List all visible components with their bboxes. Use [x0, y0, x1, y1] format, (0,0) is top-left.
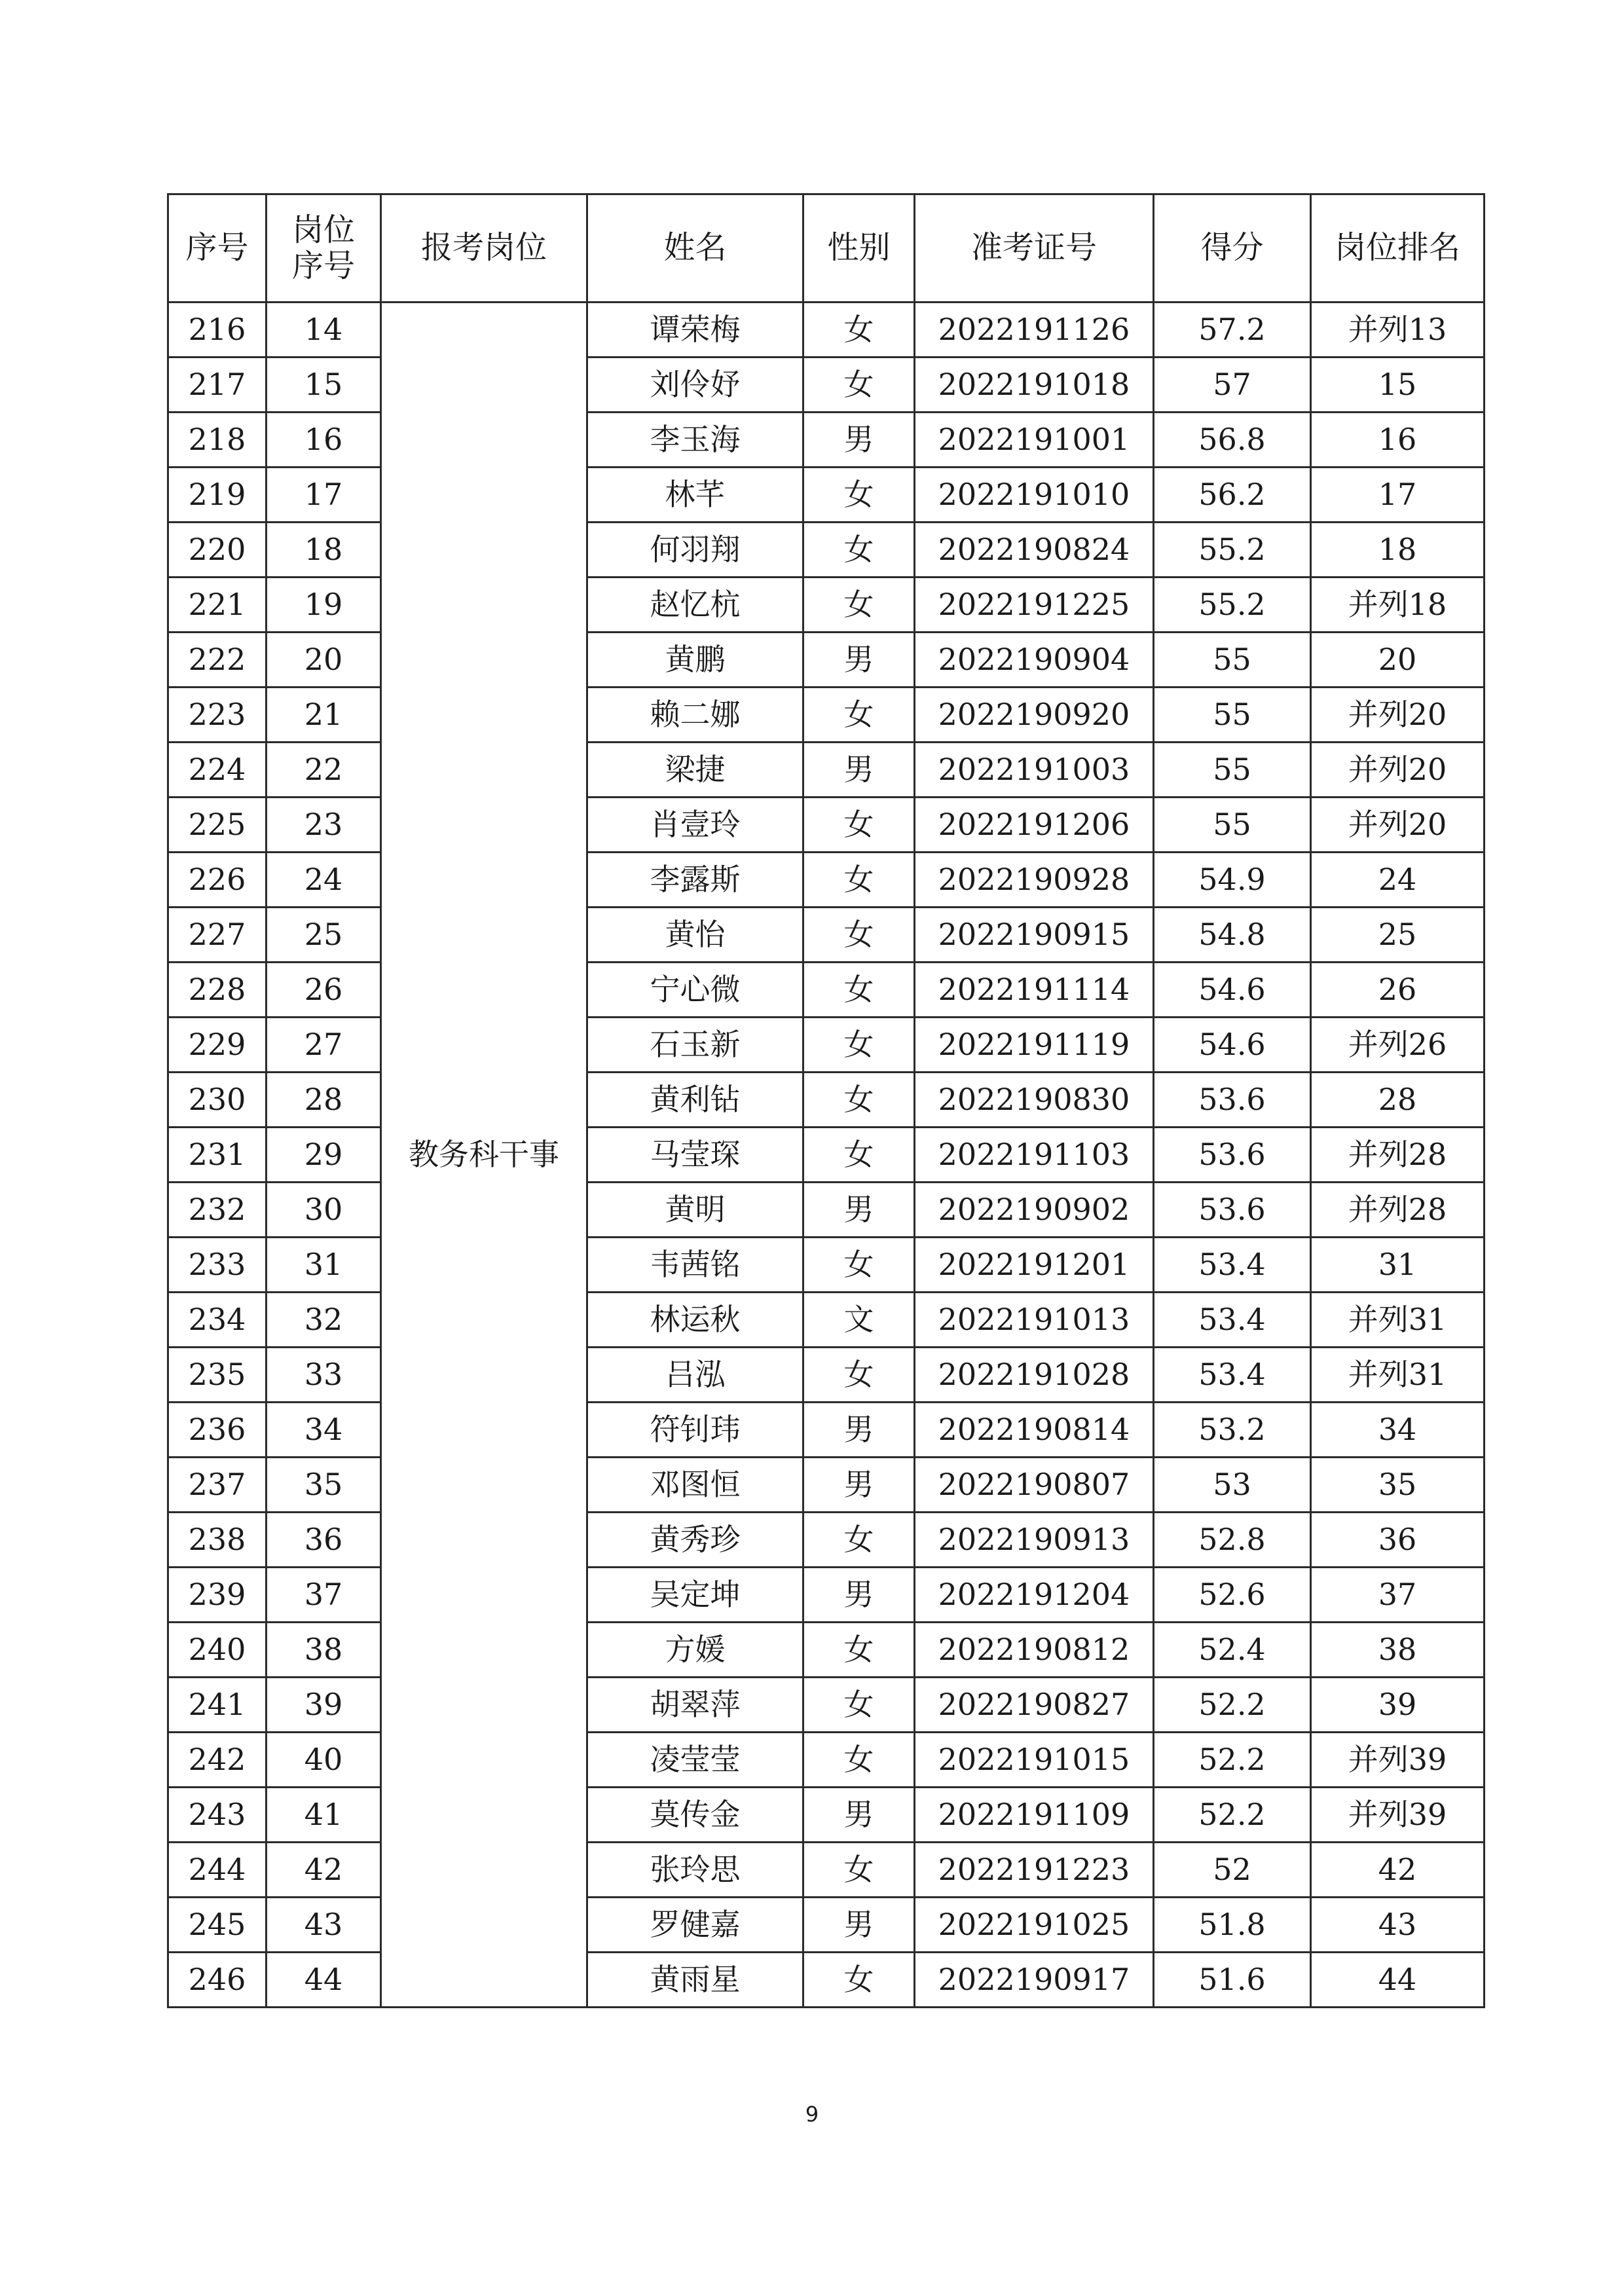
table-row — [168, 1843, 1485, 1898]
cell-name: 李露斯 — [587, 853, 803, 908]
cell-seq: 240 — [168, 1623, 267, 1678]
cell-position-seq: 25 — [267, 908, 381, 963]
cell-name: 韦茜铭 — [587, 1238, 803, 1293]
cell-position-seq: 19 — [267, 578, 381, 633]
cell-score: 56.8 — [1154, 413, 1311, 468]
cell-gender: 女 — [803, 1513, 915, 1568]
cell-rank: 并列28 — [1311, 1183, 1485, 1238]
table-row — [168, 578, 1485, 633]
cell-ticket: 2022190920 — [915, 688, 1154, 743]
cell-score: 53.6 — [1154, 1073, 1311, 1128]
cell-ticket: 2022190830 — [915, 1073, 1154, 1128]
table-row — [168, 1403, 1485, 1458]
cell-score: 54.6 — [1154, 963, 1311, 1018]
cell-position-seq: 37 — [267, 1568, 381, 1623]
cell-position-seq: 15 — [267, 358, 381, 413]
cell-gender: 女 — [803, 1953, 915, 2008]
cell-gender: 女 — [803, 1678, 915, 1733]
cell-rank: 并列20 — [1311, 743, 1485, 798]
cell-position-seq: 18 — [267, 523, 381, 578]
cell-rank: 34 — [1311, 1403, 1485, 1458]
cell-gender: 女 — [803, 1623, 915, 1678]
cell-ticket: 2022191103 — [915, 1128, 1154, 1183]
header-position-seq-line1: 岗位 — [291, 211, 355, 248]
cell-position-seq: 35 — [267, 1458, 381, 1513]
cell-ticket: 2022190917 — [915, 1953, 1154, 2008]
cell-seq: 236 — [168, 1403, 267, 1458]
cell-position-seq: 16 — [267, 413, 381, 468]
cell-rank: 并列20 — [1311, 798, 1485, 853]
cell-ticket: 2022190814 — [915, 1403, 1154, 1458]
table-row — [168, 1733, 1485, 1788]
cell-position-seq: 29 — [267, 1128, 381, 1183]
cell-gender: 女 — [803, 1843, 915, 1898]
cell-ticket: 2022191206 — [915, 798, 1154, 853]
cell-name: 梁捷 — [587, 743, 803, 798]
cell-position-seq: 26 — [267, 963, 381, 1018]
cell-rank: 36 — [1311, 1513, 1485, 1568]
table-row — [168, 1183, 1485, 1238]
cell-seq: 226 — [168, 853, 267, 908]
table-row — [168, 963, 1485, 1018]
cell-position-seq: 42 — [267, 1843, 381, 1898]
cell-gender: 男 — [803, 1403, 915, 1458]
cell-position-seq: 22 — [267, 743, 381, 798]
cell-position-seq: 33 — [267, 1348, 381, 1403]
header-position-seq — [267, 194, 381, 303]
header-row — [168, 194, 1485, 303]
cell-gender: 女 — [803, 798, 915, 853]
cell-name: 肖壹玲 — [587, 798, 803, 853]
table-row — [168, 1788, 1485, 1843]
cell-ticket: 2022191015 — [915, 1733, 1154, 1788]
cell-ticket: 2022191109 — [915, 1788, 1154, 1843]
cell-ticket: 2022190807 — [915, 1458, 1154, 1513]
cell-gender: 女 — [803, 523, 915, 578]
cell-position-seq: 21 — [267, 688, 381, 743]
cell-seq: 237 — [168, 1458, 267, 1513]
header-position-seq-line2: 序号 — [291, 248, 355, 284]
cell-gender: 男 — [803, 743, 915, 798]
cell-ticket: 2022190904 — [915, 633, 1154, 688]
cell-gender: 女 — [803, 1238, 915, 1293]
cell-ticket: 2022191114 — [915, 963, 1154, 1018]
cell-position-seq: 43 — [267, 1898, 381, 1953]
table-row — [168, 1238, 1485, 1293]
cell-rank: 并列28 — [1311, 1128, 1485, 1183]
cell-ticket: 2022191025 — [915, 1898, 1154, 1953]
cell-ticket: 2022191119 — [915, 1018, 1154, 1073]
cell-seq: 224 — [168, 743, 267, 798]
cell-position-seq: 23 — [267, 798, 381, 853]
cell-position-seq: 20 — [267, 633, 381, 688]
cell-score: 53 — [1154, 1458, 1311, 1513]
table-row — [168, 1128, 1485, 1183]
cell-ticket: 2022191204 — [915, 1568, 1154, 1623]
cell-rank: 并列18 — [1311, 578, 1485, 633]
cell-gender: 文 — [803, 1293, 915, 1348]
cell-position-seq: 32 — [267, 1293, 381, 1348]
cell-ticket: 2022190812 — [915, 1623, 1154, 1678]
table-row — [168, 1018, 1485, 1073]
cell-seq: 246 — [168, 1953, 267, 2008]
cell-position-seq: 28 — [267, 1073, 381, 1128]
cell-rank: 24 — [1311, 853, 1485, 908]
cell-score: 55 — [1154, 798, 1311, 853]
cell-rank: 38 — [1311, 1623, 1485, 1678]
table-row — [168, 358, 1485, 413]
header-name: 姓名 — [587, 194, 803, 303]
cell-score: 52.2 — [1154, 1733, 1311, 1788]
table-row — [168, 1953, 1485, 2008]
table-row — [168, 1568, 1485, 1623]
cell-ticket: 2022190827 — [915, 1678, 1154, 1733]
cell-seq: 239 — [168, 1568, 267, 1623]
cell-score: 55 — [1154, 743, 1311, 798]
cell-name: 李玉海 — [587, 413, 803, 468]
table-row — [168, 523, 1485, 578]
table-row — [168, 688, 1485, 743]
cell-score: 53.6 — [1154, 1183, 1311, 1238]
cell-score: 53.6 — [1154, 1128, 1311, 1183]
cell-score: 54.9 — [1154, 853, 1311, 908]
cell-ticket: 2022191126 — [915, 303, 1154, 358]
cell-rank: 并列26 — [1311, 1018, 1485, 1073]
cell-position-seq: 17 — [267, 468, 381, 523]
cell-rank: 并列39 — [1311, 1733, 1485, 1788]
cell-name: 刘伶妤 — [587, 358, 803, 413]
cell-gender: 女 — [803, 468, 915, 523]
table-row — [168, 633, 1485, 688]
cell-name: 胡翠萍 — [587, 1678, 803, 1733]
cell-seq: 232 — [168, 1183, 267, 1238]
cell-name: 赵忆杭 — [587, 578, 803, 633]
cell-name: 黄明 — [587, 1183, 803, 1238]
cell-name: 林芊 — [587, 468, 803, 523]
cell-score: 52 — [1154, 1843, 1311, 1898]
cell-gender: 女 — [803, 908, 915, 963]
cell-score: 53.4 — [1154, 1293, 1311, 1348]
cell-position-seq: 30 — [267, 1183, 381, 1238]
table-row — [168, 743, 1485, 798]
cell-seq: 235 — [168, 1348, 267, 1403]
cell-rank: 39 — [1311, 1678, 1485, 1733]
page-number: 9 — [805, 2102, 819, 2127]
cell-name: 凌莹莹 — [587, 1733, 803, 1788]
cell-name: 吕泓 — [587, 1348, 803, 1403]
cell-score: 56.2 — [1154, 468, 1311, 523]
cell-score: 55 — [1154, 688, 1311, 743]
cell-ticket: 2022190902 — [915, 1183, 1154, 1238]
cell-ticket: 2022190928 — [915, 853, 1154, 908]
cell-name: 石玉新 — [587, 1018, 803, 1073]
cell-score: 51.6 — [1154, 1953, 1311, 2008]
cell-score: 53.2 — [1154, 1403, 1311, 1458]
results-table — [167, 193, 1485, 2008]
header-rank: 岗位排名 — [1311, 194, 1485, 303]
cell-seq: 225 — [168, 798, 267, 853]
cell-gender: 女 — [803, 1073, 915, 1128]
cell-rank: 26 — [1311, 963, 1485, 1018]
cell-seq: 245 — [168, 1898, 267, 1953]
cell-seq: 231 — [168, 1128, 267, 1183]
cell-gender: 女 — [803, 963, 915, 1018]
cell-seq: 217 — [168, 358, 267, 413]
cell-position-seq: 40 — [267, 1733, 381, 1788]
cell-seq: 220 — [168, 523, 267, 578]
cell-name: 符钊玮 — [587, 1403, 803, 1458]
cell-rank: 16 — [1311, 413, 1485, 468]
cell-name: 黄利钻 — [587, 1073, 803, 1128]
cell-ticket: 2022191223 — [915, 1843, 1154, 1898]
cell-score: 53.4 — [1154, 1238, 1311, 1293]
cell-ticket: 2022191028 — [915, 1348, 1154, 1403]
cell-name: 黄雨星 — [587, 1953, 803, 2008]
cell-gender: 男 — [803, 1788, 915, 1843]
cell-score: 52.6 — [1154, 1568, 1311, 1623]
cell-ticket: 2022191201 — [915, 1238, 1154, 1293]
table-row — [168, 908, 1485, 963]
table-row — [168, 853, 1485, 908]
cell-gender: 女 — [803, 1733, 915, 1788]
cell-seq: 222 — [168, 633, 267, 688]
cell-name: 马莹琛 — [587, 1128, 803, 1183]
cell-rank: 25 — [1311, 908, 1485, 963]
cell-name: 林运秋 — [587, 1293, 803, 1348]
table-row — [168, 1623, 1485, 1678]
table-row — [168, 303, 1485, 358]
cell-score: 52.8 — [1154, 1513, 1311, 1568]
cell-name: 罗健嘉 — [587, 1898, 803, 1953]
cell-name: 张玲思 — [587, 1843, 803, 1898]
cell-position-seq: 34 — [267, 1403, 381, 1458]
cell-seq: 244 — [168, 1843, 267, 1898]
table-row — [168, 1513, 1485, 1568]
table-row — [168, 413, 1485, 468]
cell-rank: 43 — [1311, 1898, 1485, 1953]
cell-name: 莫传金 — [587, 1788, 803, 1843]
cell-ticket: 2022190913 — [915, 1513, 1154, 1568]
cell-position-seq: 31 — [267, 1238, 381, 1293]
cell-ticket: 2022190824 — [915, 523, 1154, 578]
cell-seq: 229 — [168, 1018, 267, 1073]
cell-name: 赖二娜 — [587, 688, 803, 743]
header-score: 得分 — [1154, 194, 1311, 303]
cell-ticket: 2022191001 — [915, 413, 1154, 468]
header-ticket: 准考证号 — [915, 194, 1154, 303]
cell-name: 宁心微 — [587, 963, 803, 1018]
cell-seq: 230 — [168, 1073, 267, 1128]
cell-ticket: 2022191013 — [915, 1293, 1154, 1348]
cell-score: 54.6 — [1154, 1018, 1311, 1073]
cell-gender: 男 — [803, 1568, 915, 1623]
cell-gender: 男 — [803, 1458, 915, 1513]
cell-score: 52.4 — [1154, 1623, 1311, 1678]
cell-seq: 228 — [168, 963, 267, 1018]
cell-score: 55.2 — [1154, 523, 1311, 578]
cell-seq: 242 — [168, 1733, 267, 1788]
cell-rank: 20 — [1311, 633, 1485, 688]
cell-ticket: 2022191010 — [915, 468, 1154, 523]
cell-seq: 233 — [168, 1238, 267, 1293]
cell-score: 53.4 — [1154, 1348, 1311, 1403]
header-seq: 序号 — [168, 194, 267, 303]
cell-name: 黄鹏 — [587, 633, 803, 688]
cell-ticket: 2022191018 — [915, 358, 1154, 413]
cell-rank: 并列31 — [1311, 1293, 1485, 1348]
cell-rank: 并列13 — [1311, 303, 1485, 358]
cell-rank: 18 — [1311, 523, 1485, 578]
cell-seq: 234 — [168, 1293, 267, 1348]
cell-seq: 219 — [168, 468, 267, 523]
header-gender: 性别 — [803, 194, 915, 303]
cell-seq: 238 — [168, 1513, 267, 1568]
cell-rank: 35 — [1311, 1458, 1485, 1513]
cell-score: 55 — [1154, 633, 1311, 688]
cell-gender: 男 — [803, 413, 915, 468]
cell-seq: 227 — [168, 908, 267, 963]
cell-gender: 女 — [803, 303, 915, 358]
cell-gender: 女 — [803, 578, 915, 633]
table-body — [168, 303, 1485, 2008]
cell-seq: 221 — [168, 578, 267, 633]
cell-position: 教务科干事 — [381, 303, 587, 2008]
table-row — [168, 1348, 1485, 1403]
cell-rank: 42 — [1311, 1843, 1485, 1898]
cell-score: 51.8 — [1154, 1898, 1311, 1953]
cell-gender: 男 — [803, 633, 915, 688]
cell-seq: 243 — [168, 1788, 267, 1843]
table-row — [168, 1293, 1485, 1348]
cell-gender: 女 — [803, 688, 915, 743]
cell-gender: 女 — [803, 1348, 915, 1403]
cell-name: 邓图恒 — [587, 1458, 803, 1513]
cell-position-seq: 36 — [267, 1513, 381, 1568]
cell-rank: 17 — [1311, 468, 1485, 523]
cell-rank: 并列20 — [1311, 688, 1485, 743]
cell-gender: 女 — [803, 358, 915, 413]
cell-gender: 女 — [803, 1128, 915, 1183]
table-row — [168, 1458, 1485, 1513]
cell-rank: 37 — [1311, 1568, 1485, 1623]
cell-score: 57.2 — [1154, 303, 1311, 358]
header-position: 报考岗位 — [381, 194, 587, 303]
cell-gender: 女 — [803, 853, 915, 908]
cell-name: 黄怡 — [587, 908, 803, 963]
cell-name: 何羽翔 — [587, 523, 803, 578]
cell-position-seq: 24 — [267, 853, 381, 908]
table-row — [168, 1678, 1485, 1733]
cell-ticket: 2022191225 — [915, 578, 1154, 633]
table-row — [168, 468, 1485, 523]
cell-gender: 男 — [803, 1183, 915, 1238]
cell-rank: 并列39 — [1311, 1788, 1485, 1843]
cell-position-seq: 39 — [267, 1678, 381, 1733]
cell-rank: 31 — [1311, 1238, 1485, 1293]
cell-seq: 223 — [168, 688, 267, 743]
cell-position-seq: 14 — [267, 303, 381, 358]
cell-rank: 44 — [1311, 1953, 1485, 2008]
cell-score: 52.2 — [1154, 1788, 1311, 1843]
cell-name: 方媛 — [587, 1623, 803, 1678]
cell-gender: 女 — [803, 1018, 915, 1073]
cell-score: 55.2 — [1154, 578, 1311, 633]
cell-gender: 男 — [803, 1898, 915, 1953]
cell-position-seq: 38 — [267, 1623, 381, 1678]
cell-ticket: 2022191003 — [915, 743, 1154, 798]
table-row — [168, 798, 1485, 853]
cell-ticket: 2022190915 — [915, 908, 1154, 963]
cell-name: 黄秀珍 — [587, 1513, 803, 1568]
table-row — [168, 1073, 1485, 1128]
cell-position-seq: 41 — [267, 1788, 381, 1843]
cell-seq: 241 — [168, 1678, 267, 1733]
cell-rank: 15 — [1311, 358, 1485, 413]
cell-rank: 并列31 — [1311, 1348, 1485, 1403]
cell-score: 54.8 — [1154, 908, 1311, 963]
cell-position-seq: 44 — [267, 1953, 381, 2008]
cell-seq: 218 — [168, 413, 267, 468]
cell-name: 吴定坤 — [587, 1568, 803, 1623]
table-row — [168, 1898, 1485, 1953]
cell-score: 57 — [1154, 358, 1311, 413]
cell-seq: 216 — [168, 303, 267, 358]
cell-rank: 28 — [1311, 1073, 1485, 1128]
cell-score: 52.2 — [1154, 1678, 1311, 1733]
cell-name: 谭荣梅 — [587, 303, 803, 358]
cell-position-seq: 27 — [267, 1018, 381, 1073]
